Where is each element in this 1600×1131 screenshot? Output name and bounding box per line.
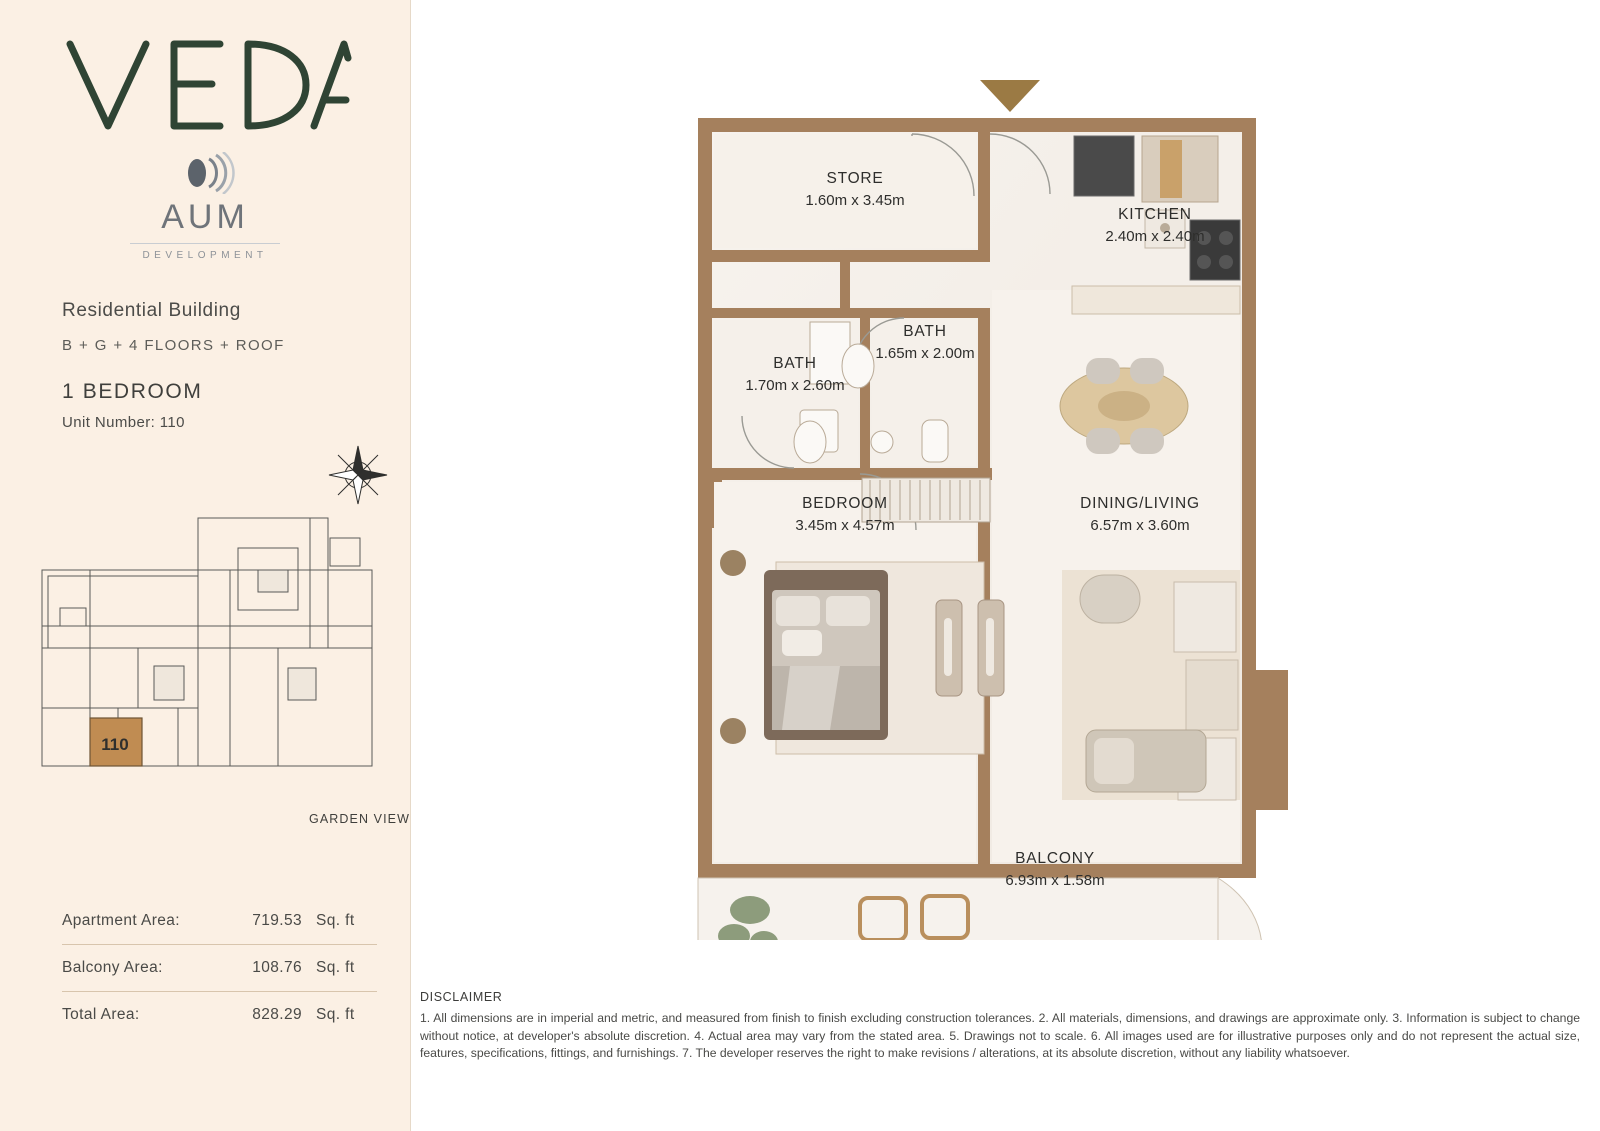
area-label: Total Area: xyxy=(62,1006,140,1023)
area-unit: Sq. ft xyxy=(316,1006,355,1023)
keyplan-unit-badge: 110 xyxy=(101,735,129,754)
area-label: Apartment Area: xyxy=(62,912,181,929)
unit-meta xyxy=(62,300,382,431)
building-type: Residential Building xyxy=(62,300,241,321)
room-label-dining-living: DINING/LIVING 6.57m x 3.60m xyxy=(1080,495,1200,534)
floor-plan xyxy=(690,70,1290,940)
divider xyxy=(130,243,280,244)
room-label-bedroom: BEDROOM 3.45m x 4.57m xyxy=(795,495,895,534)
developer-name: AUM xyxy=(161,198,249,236)
room-label-balcony: BALCONY 6.93m x 1.58m xyxy=(1005,850,1105,889)
aum-mark-icon xyxy=(175,152,235,194)
unit-type: 1 BEDROOM xyxy=(62,380,203,403)
disclaimer-title: DISCLAIMER xyxy=(420,990,503,1004)
room-label-kitchen: KITCHEN 2.40m x 2.40m xyxy=(1105,206,1205,245)
table-row xyxy=(62,945,377,992)
developer-logo xyxy=(110,152,300,261)
sidebar xyxy=(0,0,411,1131)
room-label-store: STORE 1.60m x 3.45m xyxy=(805,170,905,209)
area-value: 719.53 xyxy=(252,912,302,929)
area-value: 108.76 xyxy=(252,959,302,976)
disclaimer xyxy=(420,990,1580,1063)
table-row xyxy=(62,898,377,945)
compass-icon xyxy=(325,442,391,508)
key-plan xyxy=(30,508,385,808)
unit-number: Unit Number: 110 xyxy=(62,414,185,431)
room-label-bath-1: BATH 1.65m x 2.00m xyxy=(875,323,975,362)
developer-subtitle: DEVELOPMENT xyxy=(142,250,268,261)
area-unit: Sq. ft xyxy=(316,912,355,929)
area-unit: Sq. ft xyxy=(316,959,355,976)
floors-info: B + G + 4 FLOORS + ROOF xyxy=(62,337,285,354)
area-table xyxy=(62,898,377,1038)
area-value: 828.29 xyxy=(252,1006,302,1023)
disclaimer-body: 1. All dimensions are in imperial and metric, and measured from finish to finish excluding construction tolerances. 2. All materials, dimensions, and drawings are approximate only. 3. Information is subject to change without notice, at developer's absolute discretion. 4. Actual area may vary from the stated area. 5. Drawings not to scale. 6. All images used are for illustrative purposes only and do not represent the actual size, features, specifications, fittings, and furnishings. 7. The developer reserves the right to make revisions / alterations, at its absolute discretion, without any liability whatsoever. xyxy=(420,1011,1580,1060)
keyplan-view-label: GARDEN VIEW xyxy=(309,812,410,826)
veda-logo xyxy=(62,30,352,145)
area-label: Balcony Area: xyxy=(62,959,163,976)
room-label-bath-2: BATH 1.70m x 2.60m xyxy=(745,355,845,394)
table-row xyxy=(62,992,377,1038)
